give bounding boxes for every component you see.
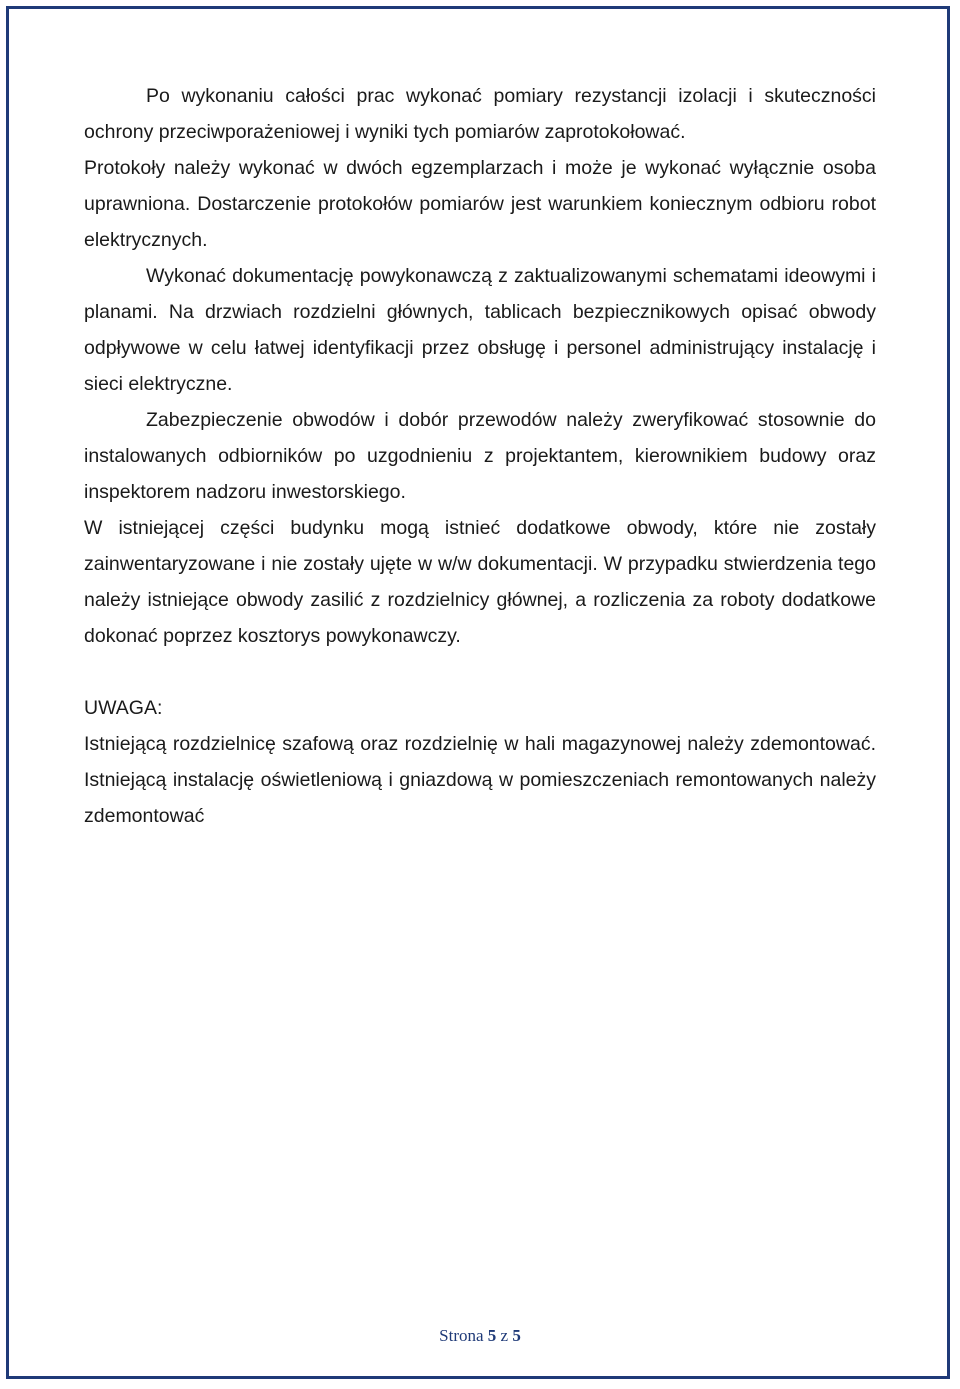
document-body <box>84 78 876 834</box>
footer-separator: z <box>500 1326 509 1345</box>
footer-label: Strona <box>439 1326 484 1345</box>
paragraph-existing-circuits: W istniejącej części budynku mogą istnieć dodatkowe obwody, które nie zostały zainwentaryzowane i nie zostały ujęte w w/w dokumentacji. W przypadku stwierdzenia tego należy istniejące obwody zasilić z rozdzielnicy głównej, a rozliczenia za roboty dodatkowe dokonać poprzez kosztorys powykonawczy. <box>84 517 876 647</box>
paragraph-measurements: Po wykonaniu całości prac wykonać pomiary rezystancji izolacji i skuteczności ochrony przeciwporażeniowej i wyniki tych pomiarów zaprotokołować. <box>84 85 876 143</box>
page-number-footer <box>0 1326 960 1346</box>
notice-text: Istniejącą rozdzielnicę szafową oraz rozdzielnię w hali magazynowej należy zdemontować. Istniejącą instalację oświetleniową i gniazdową w pomieszczeniach remontowanych należy zdemontować <box>84 733 876 827</box>
paragraph-protocols: Protokoły należy wykonać w dwóch egzemplarzach i może je wykonać wyłącznie osoba uprawniona. Dostarczenie protokołów pomiarów jest warunkiem koniecznym odbioru robot elektrycznych. <box>84 157 876 251</box>
footer-current-page: 5 <box>487 1326 497 1345</box>
notice-heading: UWAGA: <box>84 697 163 719</box>
paragraph-documentation: Wykonać dokumentację powykonawczą z zaktualizowanymi schematami ideowymi i planami. Na drzwiach rozdzielni głównych, tablicach bezpiecznikowych opisać obwody odpływowe w celu łatwej identyfikacji przez obsługę i personel administrujący instalację i sieci elektryczne. <box>84 265 876 395</box>
footer-total-pages: 5 <box>512 1326 521 1345</box>
paragraph-protection: Zabezpieczenie obwodów i dobór przewodów należy zweryfikować stosownie do instalowanych odbiorników po uzgodnieniu z projektantem, kierownikiem budowy oraz inspektorem nadzoru inwestorskiego. <box>84 409 876 503</box>
